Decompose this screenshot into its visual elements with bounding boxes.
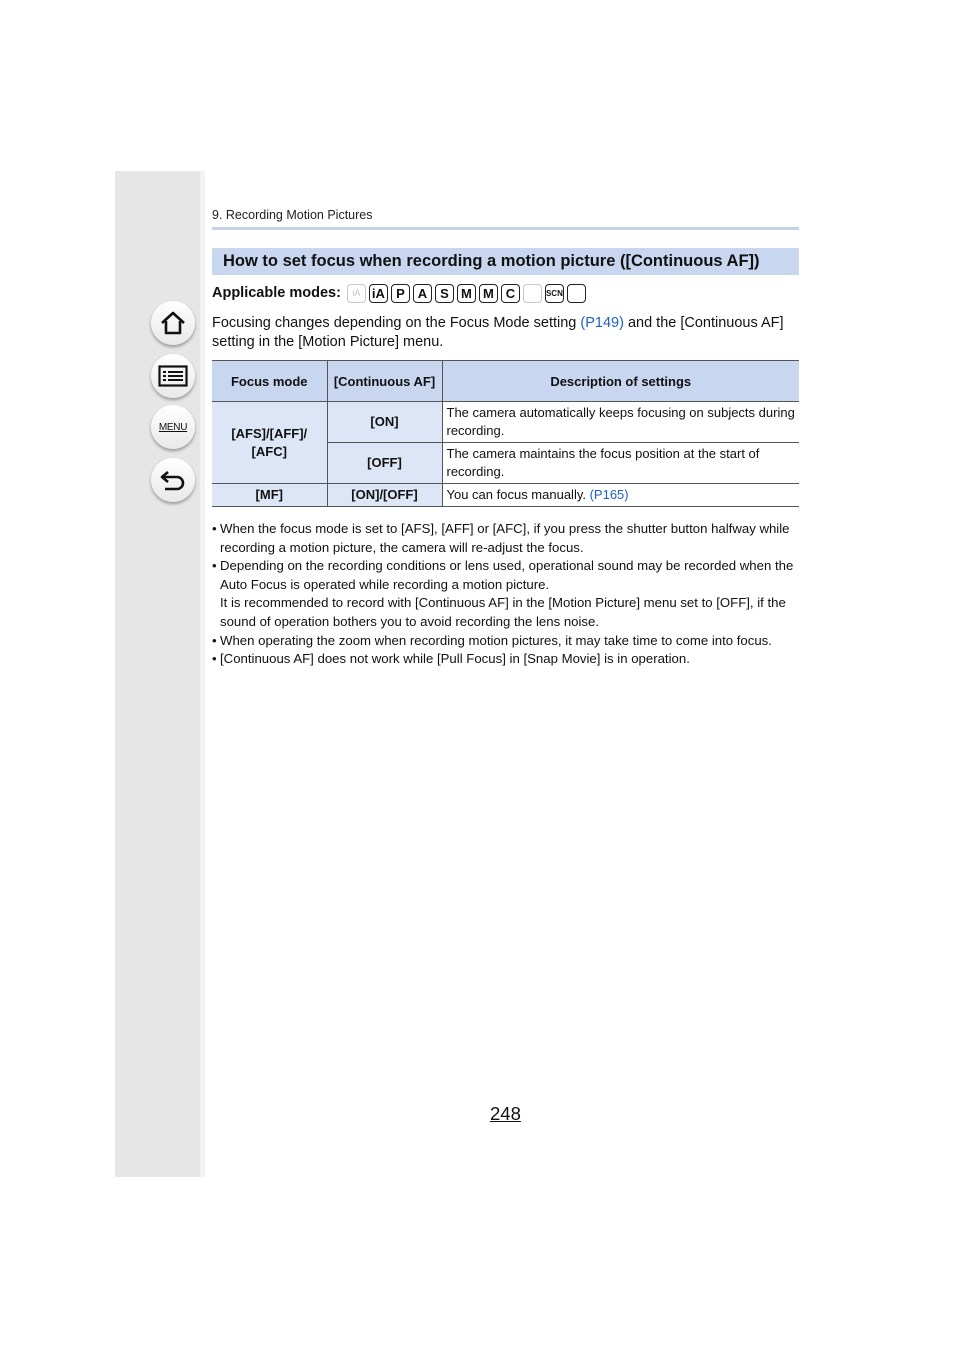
scene-guide-mode-icon: SCN bbox=[545, 284, 564, 303]
page-link-p149[interactable]: (P149) bbox=[580, 315, 624, 331]
aperture-priority-mode-icon: A bbox=[413, 284, 432, 303]
intro-text-2: and the [Continuous AF] setting in the [Motion Picture] menu. bbox=[212, 315, 784, 350]
intelligent-auto-mode-icon: iA bbox=[347, 284, 366, 303]
focus-settings-table bbox=[212, 360, 799, 507]
description-cell: The camera maintains the focus position at the start of recording. bbox=[442, 443, 799, 484]
description-cell: The camera automatically keeps focusing on subjects during recording. bbox=[442, 402, 799, 443]
program-ae-mode-icon: P bbox=[391, 284, 410, 303]
menu-button-label: MENU bbox=[158, 421, 188, 433]
note-item: • Depending on the recording conditions or lens used, operational sound may be recorded when the Auto Focus is operated while recording a motion picture. bbox=[212, 557, 802, 594]
note-item-continuation: It is recommended to record with [Continuous AF] in the [Motion Picture] menu set to [OFF], if the sound of operation bothers you to avoid recording the lens noise. bbox=[220, 595, 786, 629]
contents-button[interactable] bbox=[151, 354, 195, 398]
custom-mode-icon: C bbox=[501, 284, 520, 303]
home-button[interactable] bbox=[151, 301, 195, 345]
intelligent-auto-plus-mode-icon: iA bbox=[369, 284, 388, 303]
setting-cell: [ON]/[OFF] bbox=[327, 484, 442, 507]
shutter-priority-mode-icon: S bbox=[435, 284, 454, 303]
section-title: How to set focus when recording a motion picture ([Continuous AF]) bbox=[212, 248, 799, 275]
mode-icon-list bbox=[347, 284, 589, 303]
intro-text-1: Focusing changes depending on the Focus Mode setting bbox=[212, 315, 581, 331]
page-number: 248 bbox=[490, 1103, 521, 1124]
panorama-mode-icon bbox=[523, 284, 542, 303]
return-arrow-icon bbox=[159, 468, 187, 492]
focus-mode-cell: [AFS]/[AFF]/ [AFC] bbox=[212, 402, 327, 484]
notes-list bbox=[212, 520, 802, 669]
header-divider bbox=[212, 227, 799, 230]
column-header-description: Description of settings bbox=[442, 361, 799, 402]
applicable-modes bbox=[212, 283, 589, 303]
manual-exposure-mode-icon: M bbox=[457, 284, 476, 303]
creative-control-mode-icon bbox=[567, 284, 586, 303]
side-navigation-edge bbox=[200, 171, 205, 1177]
menu-button[interactable] bbox=[151, 405, 195, 449]
breadcrumb: 9. Recording Motion Pictures bbox=[212, 208, 373, 222]
list-icon bbox=[158, 365, 188, 387]
focus-mode-cell: [MF] bbox=[212, 484, 327, 507]
description-text: You can focus manually. bbox=[446, 487, 590, 502]
creative-video-mode-icon: M bbox=[479, 284, 498, 303]
applicable-modes-label: Applicable modes: bbox=[212, 285, 341, 301]
column-header-focus-mode: Focus mode bbox=[212, 361, 327, 402]
intro-paragraph bbox=[212, 314, 802, 352]
table-row bbox=[212, 402, 799, 443]
description-cell bbox=[442, 484, 799, 507]
setting-cell: [OFF] bbox=[327, 443, 442, 484]
column-header-continuous-af: [Continuous AF] bbox=[327, 361, 442, 402]
note-item: • When operating the zoom when recording motion pictures, it may take time to come into focus. bbox=[212, 632, 802, 651]
note-item: • [Continuous AF] does not work while [Pull Focus] in [Snap Movie] is in operation. bbox=[212, 650, 802, 669]
home-icon bbox=[159, 310, 187, 336]
page-link-p165[interactable]: (P165) bbox=[589, 487, 629, 502]
back-button[interactable] bbox=[151, 458, 195, 502]
setting-cell: [ON] bbox=[327, 402, 442, 443]
table-row bbox=[212, 484, 799, 507]
note-item: • When the focus mode is set to [AFS], [AFF] or [AFC], if you press the shutter button halfway while recording a motion picture, the camera will re-adjust the focus. bbox=[212, 520, 802, 557]
